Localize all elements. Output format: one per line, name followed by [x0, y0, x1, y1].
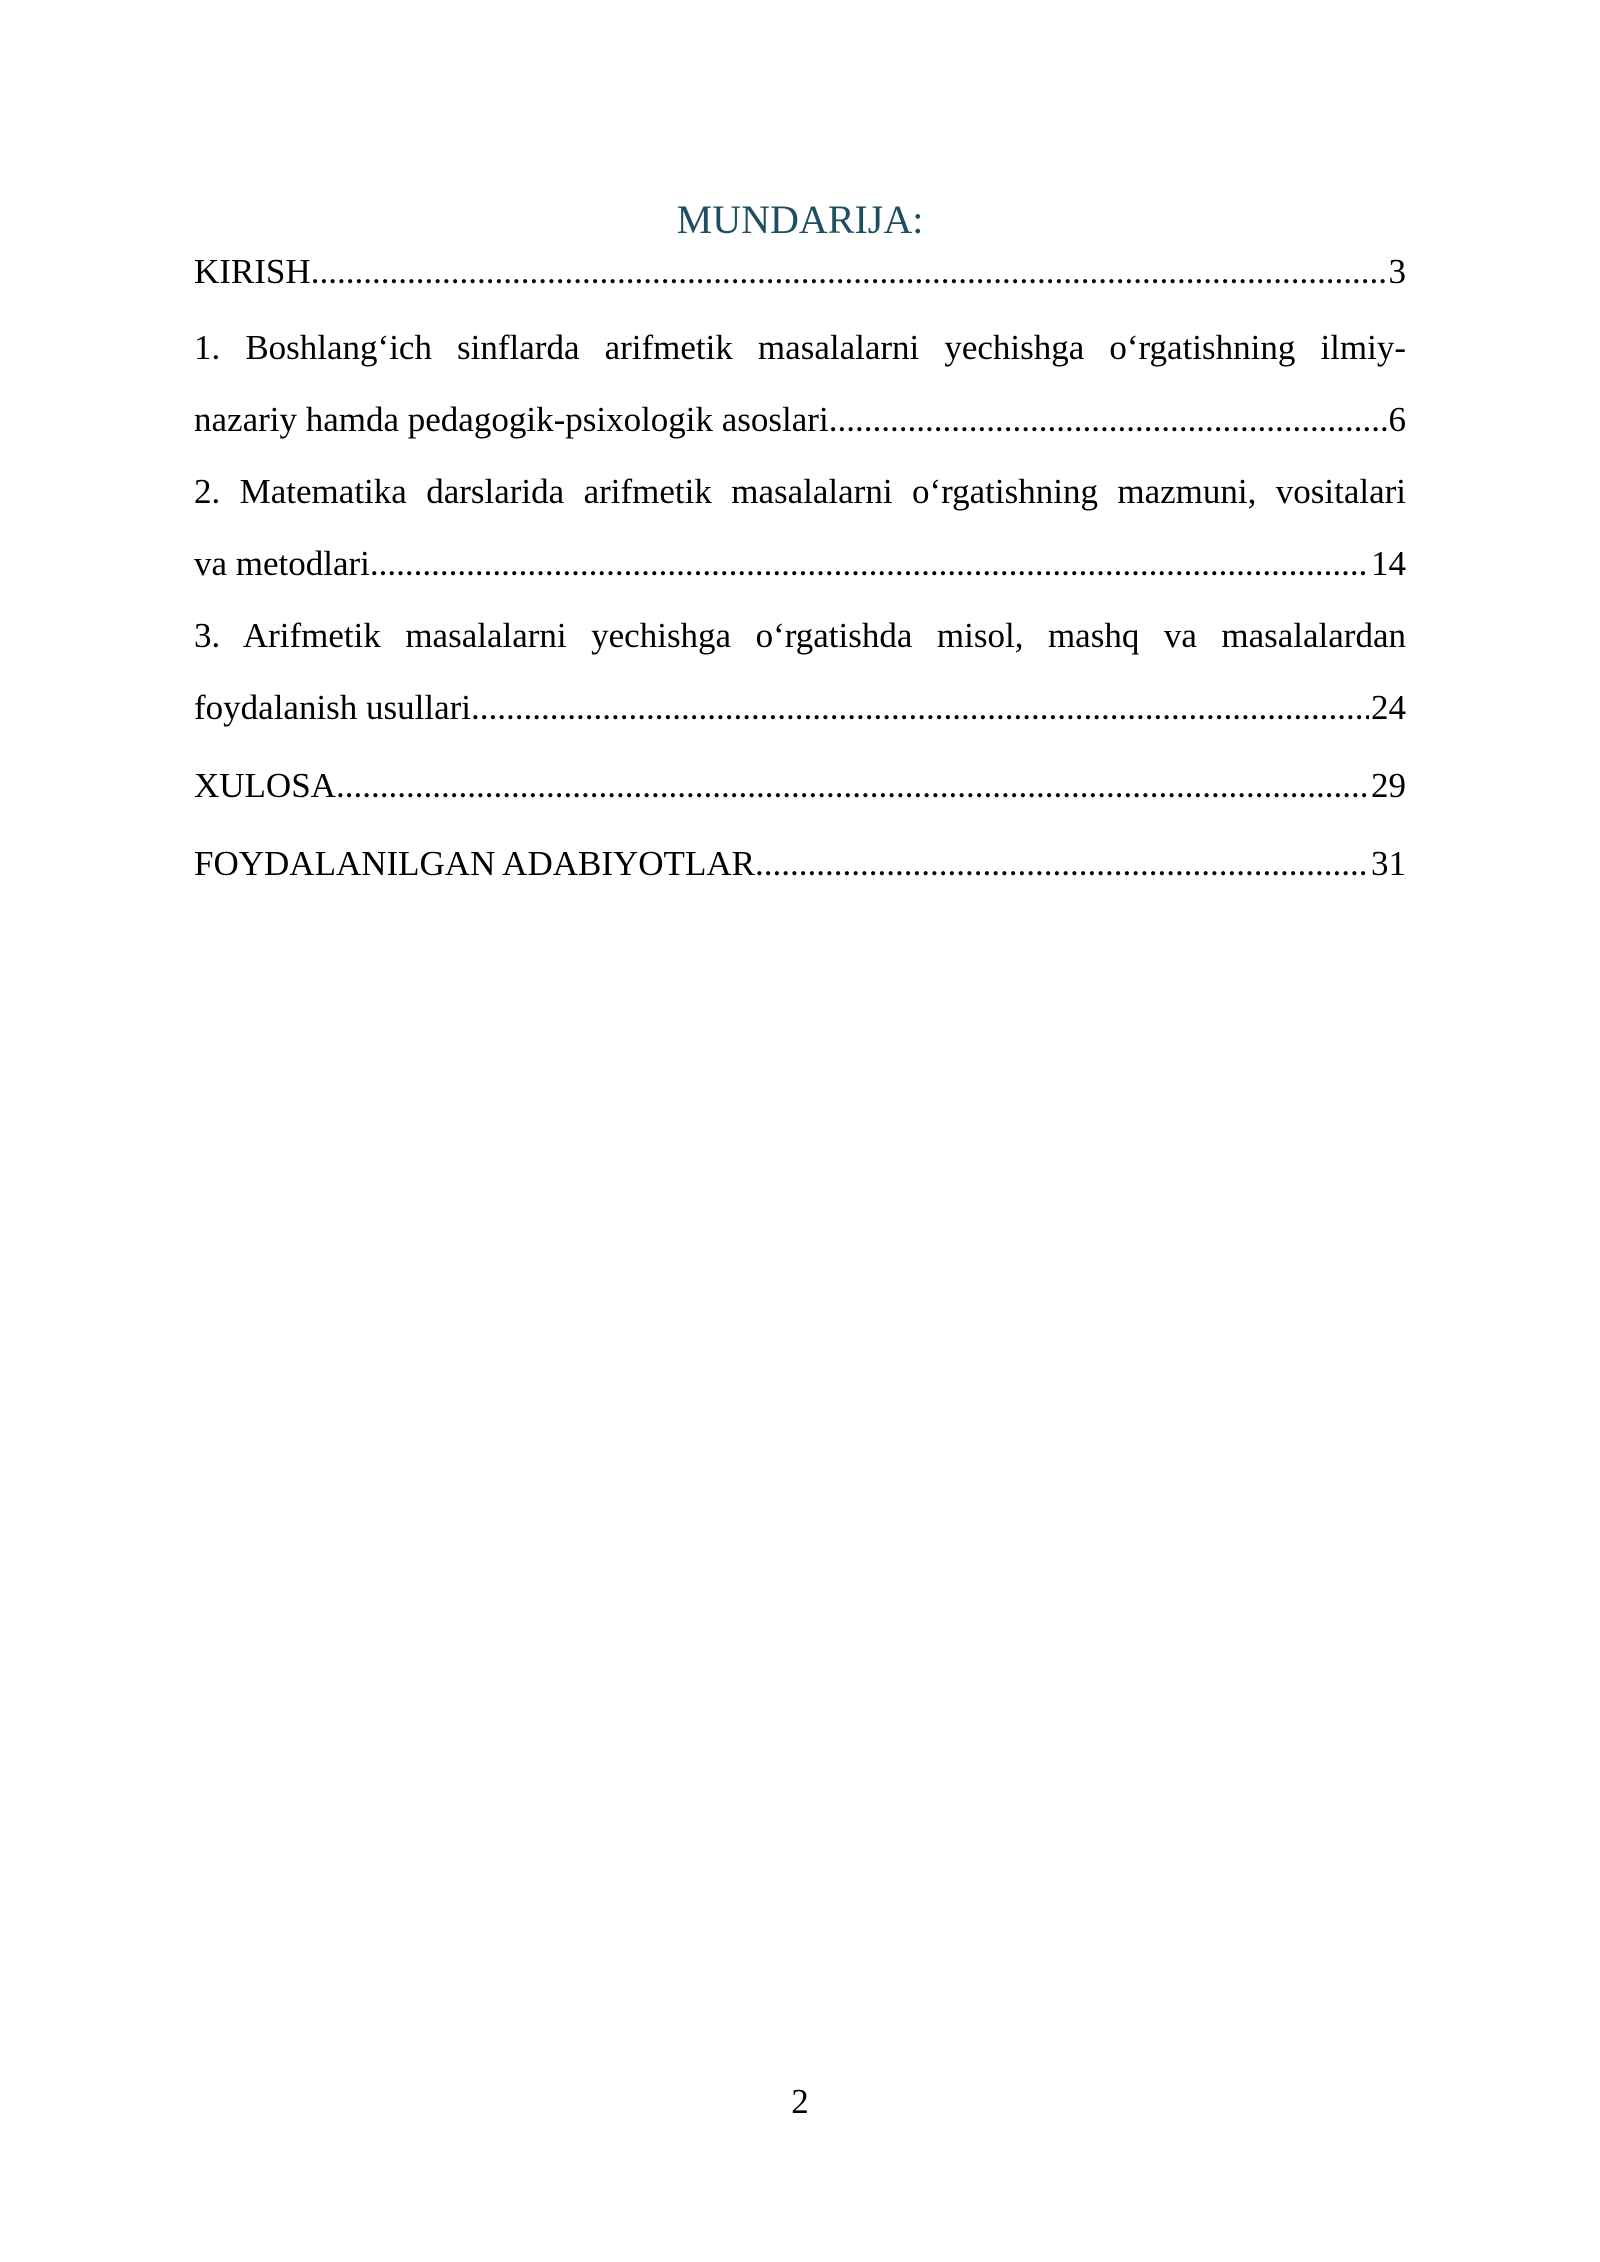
toc-leader-dots — [829, 384, 1387, 456]
toc-entry-conclusion[interactable] — [194, 750, 1406, 822]
toc-entry-chapter-2[interactable] — [194, 456, 1406, 600]
toc-leader-dots — [471, 672, 1369, 744]
toc-leader-dots — [311, 244, 1387, 300]
toc-entry-line — [194, 244, 1406, 300]
toc-entry-line — [194, 672, 1406, 744]
toc-entry-line — [194, 528, 1406, 600]
toc-entry-introduction[interactable] — [194, 244, 1406, 300]
table-of-contents — [194, 196, 1406, 900]
toc-entry-line — [194, 828, 1406, 900]
toc-title: MUNDARIJA: — [676, 197, 924, 242]
toc-entry-title-line: 2. Matematika darslarida arifmetik masalalarni o‘rgatishning mazmuni, vositalari — [194, 472, 1406, 511]
toc-entry-page: 29 — [1371, 766, 1406, 805]
toc-entry-title: KIRISH — [194, 252, 311, 291]
toc-entry-page: 24 — [1371, 688, 1406, 727]
toc-entry-title-line: 3. Arifmetik masalalarni yechishga o‘rgatishda misol, mashq va masalalardan — [194, 616, 1406, 655]
toc-entry-title: XULOSA — [194, 766, 336, 805]
toc-entry-line — [194, 750, 1406, 822]
toc-entry-page: 31 — [1371, 844, 1406, 883]
toc-entry-page: 3 — [1388, 252, 1406, 291]
toc-entry-line — [194, 384, 1406, 456]
toc-leader-dots — [370, 528, 1369, 600]
toc-entry-title: va metodlari — [194, 544, 370, 583]
toc-entry-title-line: 1. Boshlang‘ich sinflarda arifmetik masalalarni yechishga o‘rgatishning ilmiy- — [194, 328, 1406, 367]
toc-entry-title: nazariy hamda pedagogik-psixologik asoslari — [194, 400, 829, 439]
toc-entry-title: FOYDALANILGAN ADABIYOTLAR — [194, 844, 755, 883]
toc-leader-dots — [336, 750, 1369, 822]
page-number: 2 — [791, 2082, 809, 2121]
toc-entry-chapter-1[interactable] — [194, 312, 1406, 456]
toc-entry-chapter-3[interactable] — [194, 600, 1406, 744]
toc-entry-page: 14 — [1371, 544, 1406, 583]
toc-entry-references[interactable] — [194, 828, 1406, 900]
toc-leader-dots — [755, 828, 1369, 900]
toc-entry-title: foydalanish usullari — [194, 688, 472, 727]
toc-entry-page: 6 — [1388, 400, 1406, 439]
